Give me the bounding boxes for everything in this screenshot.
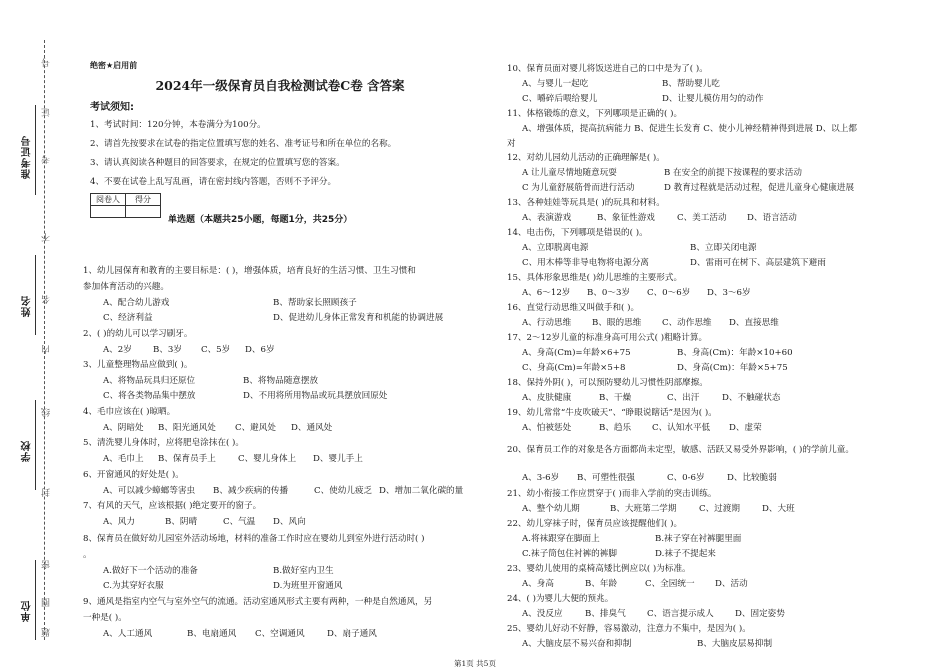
- question-stem-cont: 一种是( )。: [83, 613, 127, 623]
- unit-line: [35, 560, 36, 640]
- option[interactable]: D、身高(Cm)：年龄×5+75: [677, 363, 788, 373]
- option[interactable]: A、没反应: [522, 609, 563, 619]
- question-stem: 24、( )为婴儿大便的预兆。: [507, 594, 614, 604]
- option[interactable]: D、活动: [715, 579, 748, 589]
- option[interactable]: A、毛巾上: [103, 454, 144, 464]
- question-stem: 12、对幼儿园幼儿活动的正确理解是( )。: [507, 153, 665, 163]
- option[interactable]: A.将袜跟穿在脚面上: [522, 534, 600, 544]
- option[interactable]: D、直接思维: [729, 318, 779, 328]
- option[interactable]: C、气温: [223, 517, 256, 527]
- option[interactable]: A、怕被惩处: [522, 423, 572, 433]
- binding-mark: 名: [42, 295, 52, 304]
- question-stem: 20、保育员工作的对象是各方面都尚未定型，敏感、活跃又易受外界影响，( )的学前儿童。: [507, 445, 854, 455]
- option[interactable]: D、虚荣: [729, 423, 762, 433]
- option[interactable]: C、动作思维: [662, 318, 712, 328]
- option[interactable]: C、语言提示成人: [647, 609, 714, 619]
- page-footer: 第1页 共5页: [454, 659, 496, 668]
- question-stem: 23、婴幼儿使用的桌椅高矮比例应以( )为标准。: [507, 564, 691, 574]
- binding-mark: 圈: [42, 598, 52, 607]
- question-stem: 17、2～12岁儿童的标准身高可用公式( )粗略计算。: [507, 333, 708, 343]
- option[interactable]: D.为班里开窗通风: [273, 581, 343, 591]
- name-line: [35, 255, 36, 335]
- option[interactable]: B、0～3岁: [587, 288, 631, 298]
- option[interactable]: A、与婴儿一起吃: [522, 79, 589, 89]
- option[interactable]: D、雷雨可在树下、高层建筑下避雨: [690, 258, 826, 268]
- option[interactable]: C、避风处: [235, 423, 276, 433]
- option[interactable]: B、趋乐: [599, 423, 632, 433]
- option[interactable]: C、出汗: [667, 393, 700, 403]
- option[interactable]: B、阴晴: [165, 517, 198, 527]
- option[interactable]: A、身高: [522, 579, 554, 589]
- option[interactable]: B、年龄: [585, 579, 618, 589]
- option[interactable]: D、3～6岁: [707, 288, 751, 298]
- label-name: 姓名: [22, 295, 33, 317]
- score-points-cell: 得分: [126, 194, 161, 206]
- notice-item: 1、考试时间：120分钟，本卷满分为100分。: [90, 120, 266, 130]
- notice-item: 3、请认真阅读各种题目的回答要求，在规定的位置填写您的答案。: [90, 158, 345, 168]
- option[interactable]: A、3-6岁: [522, 473, 560, 483]
- option[interactable]: D、促进幼儿身体正常发育和机能的协调进展: [273, 313, 444, 323]
- score-table: [90, 193, 161, 218]
- option[interactable]: D、风向: [273, 517, 306, 527]
- option[interactable]: B、阳光通风处: [158, 423, 216, 433]
- option[interactable]: B.做好室内卫生: [273, 566, 334, 576]
- page-title: 2024年一级保育员自我检测试卷C卷 含答案: [155, 78, 405, 93]
- option[interactable]: B、大脑皮层易抑制: [697, 639, 773, 649]
- section-title: 单选题（本题共25小题，每题1分，共25分）: [168, 215, 353, 225]
- option[interactable]: A、表演游戏: [522, 213, 572, 223]
- score-points-input[interactable]: [126, 206, 161, 218]
- question-stem: 3、儿童整理物品应做到( )。: [83, 360, 193, 370]
- secret-label: 绝密★启用前: [90, 61, 138, 70]
- option[interactable]: B、身高(Cm)：年龄×10+60: [677, 348, 793, 358]
- question-stem: 14、电击伤，下列哪项是错误的( )。: [507, 228, 648, 238]
- option[interactable]: A、整个幼儿期: [522, 504, 580, 514]
- option[interactable]: B、象征性游戏: [597, 213, 655, 223]
- option[interactable]: C、认知水平低: [652, 423, 711, 433]
- option[interactable]: D.袜子不提起来: [655, 549, 716, 559]
- question-stem: 5、清洗婴儿身体时，应将肥皂涂抹在( )。: [83, 438, 244, 448]
- question-stem-cont: 对: [507, 139, 516, 149]
- option[interactable]: C、全园统一: [645, 579, 695, 589]
- option[interactable]: A、行动思维: [522, 318, 572, 328]
- option[interactable]: A、立即脱离电源: [522, 243, 589, 253]
- option[interactable]: B、保育员手上: [158, 454, 216, 464]
- question-stem: 6、开窗通风的好处是( )。: [83, 470, 184, 480]
- question-stem: 21、幼小衔接工作应贯穿于( )而非入学前的突击训练。: [507, 489, 717, 499]
- option[interactable]: A、2岁: [103, 345, 132, 355]
- option[interactable]: C、用木棒等非导电物将电源分离: [522, 258, 649, 268]
- option[interactable]: B、干燥: [599, 393, 632, 403]
- binding-mark: 考: [42, 155, 52, 164]
- option[interactable]: C、过渡期: [699, 504, 740, 514]
- option[interactable]: A、皮肤健康: [522, 393, 572, 403]
- option[interactable]: C、经济利益: [103, 313, 153, 323]
- question-stem: 11、体格锻炼的意义，下列哪项是正确的( )。: [507, 109, 683, 119]
- binding-mark: 密: [42, 560, 52, 569]
- binding-mark: 线: [42, 408, 52, 417]
- option[interactable]: D、增加二氧化碳的量: [379, 486, 464, 496]
- label-unit: 单位: [22, 600, 33, 622]
- option[interactable]: C、身高(Cm)=年龄×5+8: [522, 363, 626, 373]
- option[interactable]: A、阴暗处: [103, 423, 144, 433]
- option[interactable]: B、眼的思维: [592, 318, 642, 328]
- question-stem: 8、保育员在做好幼儿园室外活动场地，材料的准备工作时应在婴幼儿到室外进行活动时( ): [83, 534, 425, 544]
- option[interactable]: A、可以减少蟑螂等害虫: [103, 486, 196, 496]
- option[interactable]: D、婴儿手上: [313, 454, 363, 464]
- seal-line: [44, 40, 45, 640]
- option[interactable]: C.袜子筒包住衬裤的裤脚: [522, 549, 617, 559]
- option[interactable]: B、减少疾病的传播: [213, 486, 289, 496]
- option[interactable]: C、嚼碎后喂给婴儿: [522, 94, 598, 104]
- question-stem: 2、( )的幼儿可以学习刷牙。: [83, 329, 193, 339]
- option[interactable]: D、通风处: [291, 423, 333, 433]
- question-stem-cont: 。: [83, 550, 92, 560]
- question-stem-cont: 参加体育活动的兴趣。: [83, 282, 169, 292]
- binding-mark: 内: [42, 345, 52, 354]
- option[interactable]: D、6岁: [245, 345, 275, 355]
- question-options-line[interactable]: A、增强体质，提高抗病能力 B、促进生长发育 C、使小儿神经精神得到进展 D、以上都: [522, 124, 857, 134]
- question-stem: 19、幼儿常常“牛皮吹破天”、“睁眼说瞎话”是因为( )。: [507, 408, 717, 418]
- question-stem: 22、幼儿穿袜子时，保育员应该提醒他们( )。: [507, 519, 683, 529]
- option[interactable]: A.做好下一个活动的准备: [103, 566, 198, 576]
- option[interactable]: C、使幼儿疲乏: [314, 486, 373, 496]
- binding-margin: [0, 0, 60, 671]
- notice-item: 2、请首先按要求在试卷的指定位置填写您的姓名、准考证号和所在单位的名称。: [90, 139, 397, 149]
- option[interactable]: C、0-6岁: [667, 473, 705, 483]
- option[interactable]: C、美工活动: [677, 213, 727, 223]
- option[interactable]: A、6～12岁: [522, 288, 571, 298]
- exam-number-line: [35, 105, 36, 195]
- notice-heading: 考试须知:: [90, 102, 134, 113]
- binding-mark: 不: [42, 233, 52, 242]
- option[interactable]: B 在安全的前提下按课程的要求活动: [664, 168, 802, 178]
- option[interactable]: D、语言活动: [747, 213, 797, 223]
- binding-mark: 封: [42, 488, 52, 497]
- option[interactable]: B、可塑性很强: [577, 473, 635, 483]
- option[interactable]: D、扇子通风: [327, 629, 377, 639]
- option[interactable]: A、风力: [103, 517, 135, 527]
- option[interactable]: D、不用将所用物品或玩具摆放回原处: [243, 391, 388, 401]
- option[interactable]: A、配合幼儿游戏: [103, 298, 170, 308]
- option[interactable]: A、大脑皮层不易兴奋和抑制: [522, 639, 632, 649]
- option[interactable]: A 让儿童尽情地随意玩耍: [522, 168, 617, 178]
- question-stem: 18、保持外阴( )，可以预防婴幼儿习惯性阴部摩擦。: [507, 378, 708, 388]
- option[interactable]: D、比较脆弱: [727, 473, 777, 483]
- score-grader-input[interactable]: [91, 206, 126, 218]
- option[interactable]: B、将物品随意摆放: [243, 376, 319, 386]
- school-line: [35, 400, 36, 490]
- option[interactable]: D、大班: [762, 504, 795, 514]
- option[interactable]: B、帮助家长照顾孩子: [273, 298, 357, 308]
- option[interactable]: A、将物品玩具归还原位: [103, 376, 196, 386]
- question-stem: 10、保育员面对婴儿将饭送进自己的口中是为了( )。: [507, 64, 708, 74]
- option[interactable]: C、0～6岁: [647, 288, 691, 298]
- option[interactable]: A、身高(Cm)=年龄×6+75: [522, 348, 631, 358]
- option[interactable]: A、人工通风: [103, 629, 153, 639]
- option[interactable]: C 为儿童舒展筋骨而进行活动: [522, 183, 635, 193]
- option[interactable]: D、固定姿势: [735, 609, 785, 619]
- option[interactable]: C、婴儿身体上: [238, 454, 297, 464]
- question-stem: 15、具体形象思维是( )幼儿思维的主要形式。: [507, 273, 683, 283]
- notice-item: 4、不要在试卷上乱写乱画，请在密封线内答题，否则不予评分。: [90, 177, 337, 187]
- option[interactable]: B、3岁: [153, 345, 182, 355]
- binding-mark: 证: [42, 108, 52, 117]
- binding-mark: 号: [42, 58, 52, 67]
- option[interactable]: B、排臭气: [585, 609, 626, 619]
- question-stem: 1、幼儿园保育和教育的主要目标是：( )，增强体质，培育良好的生活习惯、卫生习惯和: [83, 266, 416, 276]
- label-school: 学校: [22, 440, 33, 462]
- option[interactable]: D 教育过程就是活动过程，促进儿童身心健康进展: [664, 183, 855, 193]
- label-exam-number: 准考证号: [22, 135, 33, 179]
- score-grader-cell: 阅卷人: [91, 194, 126, 206]
- option[interactable]: D、不触碰状态: [722, 393, 781, 403]
- question-stem: 16、直觉行动思维又叫做手和( )。: [507, 303, 640, 313]
- question-stem: 13、各种娃娃等玩具是( )的玩具和材料。: [507, 198, 665, 208]
- question-stem: 25、婴幼儿好动不好静，容易激动，注意力不集中，是因为( )。: [507, 624, 751, 634]
- option[interactable]: B、大班第二学期: [610, 504, 677, 514]
- option[interactable]: B.袜子穿在衬裤腿里面: [655, 534, 742, 544]
- option[interactable]: B、帮助婴儿吃: [662, 79, 720, 89]
- option[interactable]: B、立即关闭电源: [690, 243, 757, 253]
- option[interactable]: C、空调通风: [255, 629, 305, 639]
- option[interactable]: D、让婴儿模仿用匀的动作: [662, 94, 764, 104]
- option[interactable]: B、电扇通风: [187, 629, 237, 639]
- option[interactable]: C、5岁: [201, 345, 231, 355]
- option[interactable]: C.为其穿好衣服: [103, 581, 164, 591]
- binding-mark: 题: [42, 628, 52, 637]
- option[interactable]: C、将各类物品集中摆放: [103, 391, 196, 401]
- question-stem: 9、通风是指室内空气与室外空气的流通。活动室通风形式主要有两种，一种是自然通风，另: [83, 597, 433, 607]
- question-stem: 4、毛巾应该在( )晾晒。: [83, 407, 176, 417]
- question-stem: 7、有风的天气，应该根据( )绝定要开的窗子。: [83, 501, 262, 511]
